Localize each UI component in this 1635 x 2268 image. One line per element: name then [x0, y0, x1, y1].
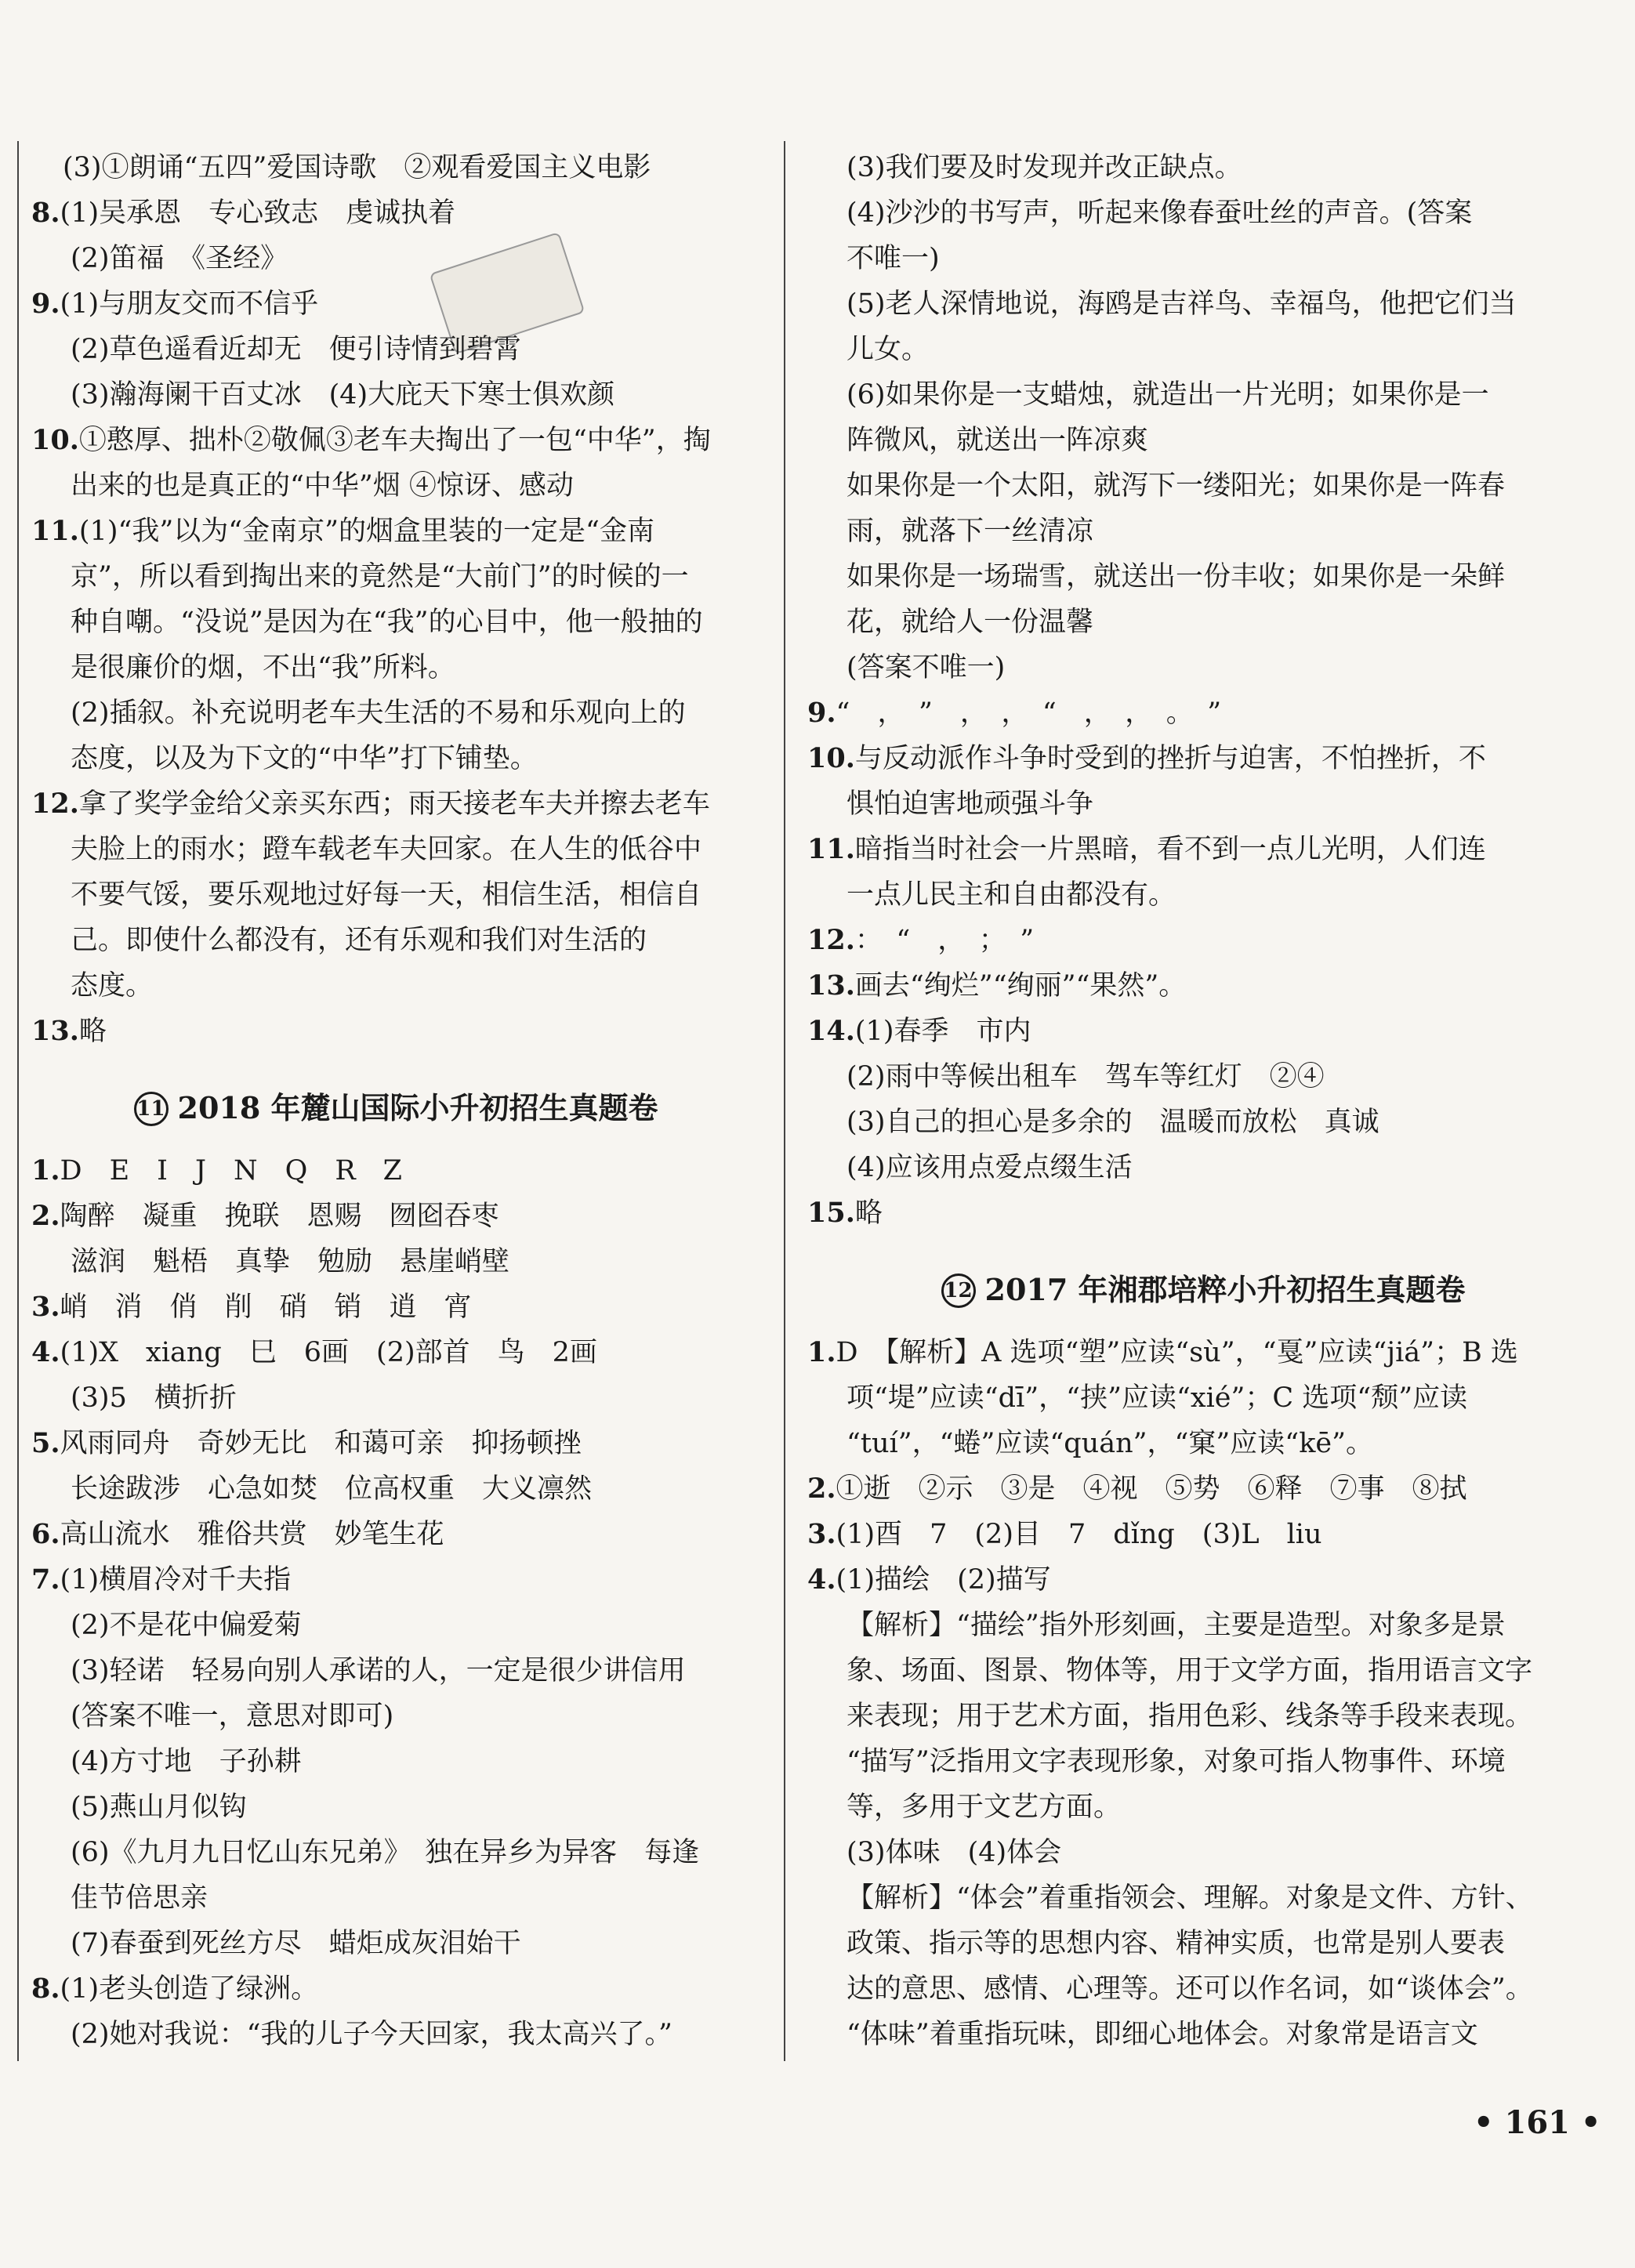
right-answers-part1 [807, 145, 1599, 1236]
answer-line [807, 372, 1599, 418]
question-number: 5. [31, 1427, 60, 1459]
question-number: 9. [31, 288, 60, 320]
answer-text: 暗指当时社会一片黑暗，看不到一点儿光明，人们连 [854, 834, 1486, 865]
answer-line [31, 1694, 760, 1739]
answer-line [807, 963, 1599, 1009]
answer-line [31, 1648, 760, 1694]
section-title-text: 2017 年湘郡培粹小升初招生真题卷 [984, 1272, 1466, 1307]
answer-text: 风雨同舟 奇妙无比 和蔼可亲 抑扬顿挫 [60, 1428, 582, 1459]
answer-text: (2)插叙。补充说明老车夫生活的不易和乐观向上的 [71, 697, 686, 729]
answer-text: 不唯一) [847, 243, 940, 274]
answer-line [31, 781, 760, 827]
answer-text: 政策、指示等的思想内容、精神实质，也常是别人要表 [847, 1928, 1506, 1959]
answer-line [31, 1557, 760, 1603]
answer-line [807, 827, 1599, 872]
answer-text: (1)X xiang 巳 6画 (2)部首 鸟 2画 [60, 1337, 597, 1368]
answer-text: 一点儿民主和自由都没有。 [847, 879, 1176, 911]
answer-line [31, 1966, 760, 2012]
answer-line [807, 1966, 1599, 2012]
answer-line [807, 781, 1599, 827]
answer-line [807, 1830, 1599, 1875]
answer-line [31, 918, 760, 963]
answer-text: (4)方寸地 子孙耕 [71, 1746, 302, 1777]
answer-line [31, 690, 760, 736]
answer-line [807, 1100, 1599, 1145]
question-number: 15. [807, 1197, 855, 1229]
answer-line [807, 1145, 1599, 1190]
answer-text: 画去“绚烂”“绚丽”“果然”。 [854, 970, 1187, 1002]
answer-line [807, 2012, 1599, 2057]
question-number: 1. [31, 1154, 60, 1187]
answer-line [31, 1375, 760, 1421]
answer-line [807, 1466, 1599, 1512]
answer-text: 佳节倍思亲 [71, 1882, 208, 1914]
section-title-11 [31, 1085, 760, 1131]
answer-text: 态度。 [71, 970, 154, 1002]
question-number: 8. [31, 1973, 60, 2005]
answer-text: 拿了奖学金给父亲买东西；雨天接老车夫并擦去老车 [78, 788, 710, 820]
question-number: 9. [807, 697, 836, 729]
answer-text: (2)不是花中偏爱菊 [71, 1610, 302, 1641]
question-number: 11. [31, 515, 79, 547]
answer-line [807, 327, 1599, 372]
answer-text: (3)①朗诵“五四”爱国诗歌 ②观看爱国主义电影 [63, 152, 651, 183]
question-number: 14. [807, 1015, 855, 1047]
answer-line [31, 145, 760, 190]
answer-line [31, 827, 760, 872]
answer-line [807, 509, 1599, 554]
question-number: 10. [807, 742, 855, 774]
answer-line [31, 645, 760, 690]
answer-text: (1)酉 7 (2)目 7 dǐng (3)L liu [836, 1519, 1322, 1550]
answer-text: 雨，就落下一丝清凉 [847, 516, 1094, 547]
answer-text: 项“堤”应读“dī”，“挟”应读“xié”；C 选项“颓”应读 [847, 1382, 1468, 1414]
answer-line [807, 736, 1599, 781]
section-title-12 [807, 1267, 1599, 1313]
answer-line [31, 236, 760, 281]
answer-text: (1)与朋友交而不信乎 [60, 288, 319, 320]
answer-line [31, 509, 760, 554]
answer-line [807, 1921, 1599, 1966]
answer-line [31, 1466, 760, 1512]
answer-line [31, 1421, 760, 1466]
answer-line [807, 872, 1599, 918]
answer-text: (1)“我”以为“金南京”的烟盒里装的一定是“金南 [78, 516, 654, 547]
answer-line [31, 736, 760, 781]
answer-text: (3)我们要及时发现并改正缺点。 [847, 152, 1242, 183]
answer-line [31, 1284, 760, 1330]
answer-text: 达的意思、感情、心理等。还可以作名词，如“谈体会”。 [847, 1973, 1533, 2005]
answer-text: (2)她对我说：“我的儿子今天回家，我太高兴了。” [71, 2019, 672, 2050]
question-number: 4. [807, 1563, 836, 1596]
answer-text: (1)横眉冷对千夫指 [60, 1564, 292, 1596]
answer-line [31, 1784, 760, 1830]
question-number: 12. [31, 788, 79, 820]
answer-line [807, 190, 1599, 236]
answer-text: (6)如果你是一支蜡烛，就造出一片光明；如果你是一 [847, 379, 1489, 411]
answer-text: 不要气馁，要乐观地过好每一天，相信生活，相信自 [71, 879, 702, 911]
answer-text: “体味”着重指玩味，即细心地体会。对象常是语言文 [847, 2019, 1478, 2050]
section-number: 12 [941, 1273, 976, 1308]
answer-line [31, 1330, 760, 1375]
answer-text: 阵微风，就送出一阵凉爽 [847, 425, 1149, 456]
right-column [807, 145, 1599, 2057]
answer-line [807, 1054, 1599, 1100]
answer-text: 如果你是一个太阳，就泻下一缕阳光；如果你是一阵春 [847, 470, 1506, 502]
answer-text: (4)沙沙的书写声，听起来像春蚕吐丝的声音。(答案 [847, 197, 1473, 229]
answer-line [807, 1330, 1599, 1375]
answer-line [31, 600, 760, 645]
answer-line [31, 281, 760, 327]
answer-line [31, 1512, 760, 1557]
answer-text: (2)笛福 《圣经》 [71, 243, 288, 274]
answer-line [31, 1239, 760, 1284]
answer-text: 种自嘲。“没说”是因为在“我”的心目中，他一般抽的 [71, 607, 703, 638]
answer-text: 态度，以及为下文的“中华”打下铺垫。 [71, 743, 538, 774]
answer-text: 是很廉价的烟，不出“我”所料。 [71, 652, 455, 683]
question-number: 13. [807, 969, 855, 1002]
answer-line [807, 1739, 1599, 1784]
answer-line [807, 690, 1599, 736]
question-number: 2. [31, 1200, 60, 1232]
answer-line [807, 1190, 1599, 1236]
page-number: • 161 • [1474, 2104, 1601, 2141]
answer-text: “tuí”，“蜷”应读“quán”，“窠”应读“kē”。 [847, 1428, 1374, 1459]
column-divider [784, 141, 785, 2061]
answer-text: (7)春蚕到死丝方尽 蜡炬成灰泪始干 [71, 1928, 521, 1959]
answer-text: (2)雨中等候出租车 驾车等红灯 ②④ [847, 1061, 1325, 1092]
answer-text: (5)燕山月似钩 [71, 1792, 247, 1823]
answer-text: (6)《九月九日忆山东兄弟》 独在异乡为异客 每逢 [71, 1837, 700, 1868]
question-number: 3. [807, 1518, 836, 1550]
question-number: 2. [807, 1473, 836, 1505]
answer-text: 夫脸上的雨水；蹬车载老车夫回家。在人生的低谷中 [71, 834, 702, 865]
answer-text: (3)轻诺 轻易向别人承诺的人，一定是很少讲信用 [71, 1655, 686, 1687]
answer-line [807, 1512, 1599, 1557]
answer-line [31, 1148, 760, 1194]
answer-text: 长途跋涉 心急如焚 位高权重 大义凛然 [71, 1473, 593, 1505]
question-number: 10. [31, 424, 79, 456]
answer-line [807, 418, 1599, 463]
answer-text: (答案不唯一，意思对即可) [71, 1701, 394, 1732]
answer-text: ： “ ， ； ” [854, 925, 1035, 956]
answer-text: 来表现；用于艺术方面，指用色彩、线条等手段来表现。 [847, 1701, 1533, 1732]
answer-text: 出来的也是真正的“中华”烟 ④惊讶、感动 [71, 470, 574, 502]
answer-line [807, 1009, 1599, 1054]
question-number: 3. [31, 1291, 60, 1323]
answer-line [807, 463, 1599, 509]
answer-line [807, 1557, 1599, 1603]
left-column [31, 145, 760, 2057]
answer-text: (1)老头创造了绿洲。 [60, 1973, 319, 2005]
answer-line [31, 872, 760, 918]
answer-line [31, 463, 760, 509]
answer-line [807, 600, 1599, 645]
answer-line [31, 2012, 760, 2057]
answer-line [807, 145, 1599, 190]
answer-line [31, 1830, 760, 1875]
answer-text: (2)草色遥看近却无 便引诗情到碧霄 [71, 334, 521, 365]
answer-line [807, 1784, 1599, 1830]
answer-line [31, 1009, 760, 1054]
answer-text: 与反动派作斗争时受到的挫折与迫害，不怕挫折，不 [854, 743, 1486, 774]
answer-text: 略 [854, 1197, 883, 1229]
question-number: 1. [807, 1336, 836, 1368]
answer-text: 己。即使什么都没有，还有乐观和我们对生活的 [71, 925, 647, 956]
answer-line [807, 645, 1599, 690]
question-number: 13. [31, 1015, 79, 1047]
question-number: 6. [31, 1518, 60, 1550]
answer-line [807, 1603, 1599, 1648]
answer-text: 等，多用于文艺方面。 [847, 1792, 1122, 1823]
answer-line [31, 1875, 760, 1921]
answer-line [31, 554, 760, 600]
left-margin-rule [17, 141, 19, 2061]
right-answers-part2 [807, 1330, 1599, 2057]
answer-text: 花，就给人一份温馨 [847, 607, 1094, 638]
answer-line [31, 190, 760, 236]
answer-line [31, 372, 760, 418]
question-number: 11. [807, 833, 855, 865]
answer-line [807, 1375, 1599, 1421]
answer-text: (3)自己的担心是多余的 温暖而放松 真诚 [847, 1107, 1379, 1138]
answer-text: D 【解析】A 选项“塑”应读“sù”，“戛”应读“jiá”；B 选 [836, 1337, 1518, 1368]
answer-text: (3)5 横折折 [71, 1382, 237, 1414]
answer-line [31, 963, 760, 1009]
answer-text: “ ， ” ， ， “ ， ， 。 ” [836, 697, 1222, 729]
left-answers-part1 [31, 145, 760, 1054]
answer-line [31, 418, 760, 463]
answer-text: 【解析】“描绘”指外形刻画，主要是造型。对象多是景 [847, 1610, 1506, 1641]
answer-text: 高山流水 雅俗共赏 妙笔生花 [60, 1519, 444, 1550]
answer-line [807, 1694, 1599, 1739]
answer-text: 如果你是一场瑞雪，就送出一份丰收；如果你是一朵鲜 [847, 561, 1506, 592]
answer-text: ①憨厚、拙朴②敬佩③老车夫掏出了一包“中华”，掏 [78, 425, 711, 456]
left-answers-part2 [31, 1148, 760, 2057]
answer-text: (3)体味 (4)体会 [847, 1837, 1062, 1868]
answer-line [31, 1921, 760, 1966]
answer-text: (4)应该用点爱点缀生活 [847, 1152, 1133, 1183]
answer-line [31, 1739, 760, 1784]
answer-line [807, 281, 1599, 327]
answer-text: 惧怕迫害地顽强斗争 [847, 788, 1094, 820]
answer-text: (答案不唯一) [847, 652, 1006, 683]
answer-text: 峭 消 俏 削 硝 销 逍 宵 [60, 1292, 472, 1323]
section-number: 11 [134, 1092, 169, 1126]
answer-line [807, 1875, 1599, 1921]
question-number: 4. [31, 1336, 60, 1368]
answer-line [31, 327, 760, 372]
answer-line [807, 554, 1599, 600]
answer-text: (3)瀚海阑干百丈冰 (4)大庇天下寒士俱欢颜 [71, 379, 615, 411]
section-title-text: 2018 年麓山国际小升初招生真题卷 [177, 1090, 658, 1125]
answer-text: (1)吴承恩 专心致志 虔诚执着 [60, 197, 456, 229]
answer-text: D E I J N Q R Z [60, 1155, 403, 1187]
answer-text: “描写”泛指用文字表现形象，对象可指人物事件、环境 [847, 1746, 1506, 1777]
answer-line [807, 236, 1599, 281]
answer-text: 象、场面、图景、物体等，用于文学方面，指用语言文字 [847, 1655, 1533, 1687]
answer-line [31, 1194, 760, 1239]
answer-text: 儿女。 [847, 334, 930, 365]
question-number: 12. [807, 924, 855, 956]
answer-text: (1)描绘 (2)描写 [836, 1564, 1051, 1596]
answer-text: 【解析】“体会”着重指领会、理解。对象是文件、方针、 [847, 1882, 1533, 1914]
answer-text: ①逝 ②示 ③是 ④视 ⑤势 ⑥释 ⑦事 ⑧拭 [836, 1473, 1467, 1505]
answer-line [807, 918, 1599, 963]
answer-text: 陶醉 凝重 挽联 恩赐 囫囵吞枣 [60, 1201, 499, 1232]
answer-text: 滋润 魁梧 真挚 勉励 悬崖峭壁 [71, 1246, 510, 1277]
answer-line [807, 1421, 1599, 1466]
answer-text: 略 [78, 1016, 107, 1047]
answer-text: (5)老人深情地说，海鸥是吉祥鸟、幸福鸟，他把它们当 [847, 288, 1517, 320]
answer-line [31, 1603, 760, 1648]
question-number: 7. [31, 1563, 60, 1596]
answer-line [807, 1648, 1599, 1694]
question-number: 8. [31, 197, 60, 229]
answer-text: (1)春季 市内 [854, 1016, 1031, 1047]
answer-text: 京”，所以看到掏出来的竟然是“大前门”的时候的一 [71, 561, 689, 592]
